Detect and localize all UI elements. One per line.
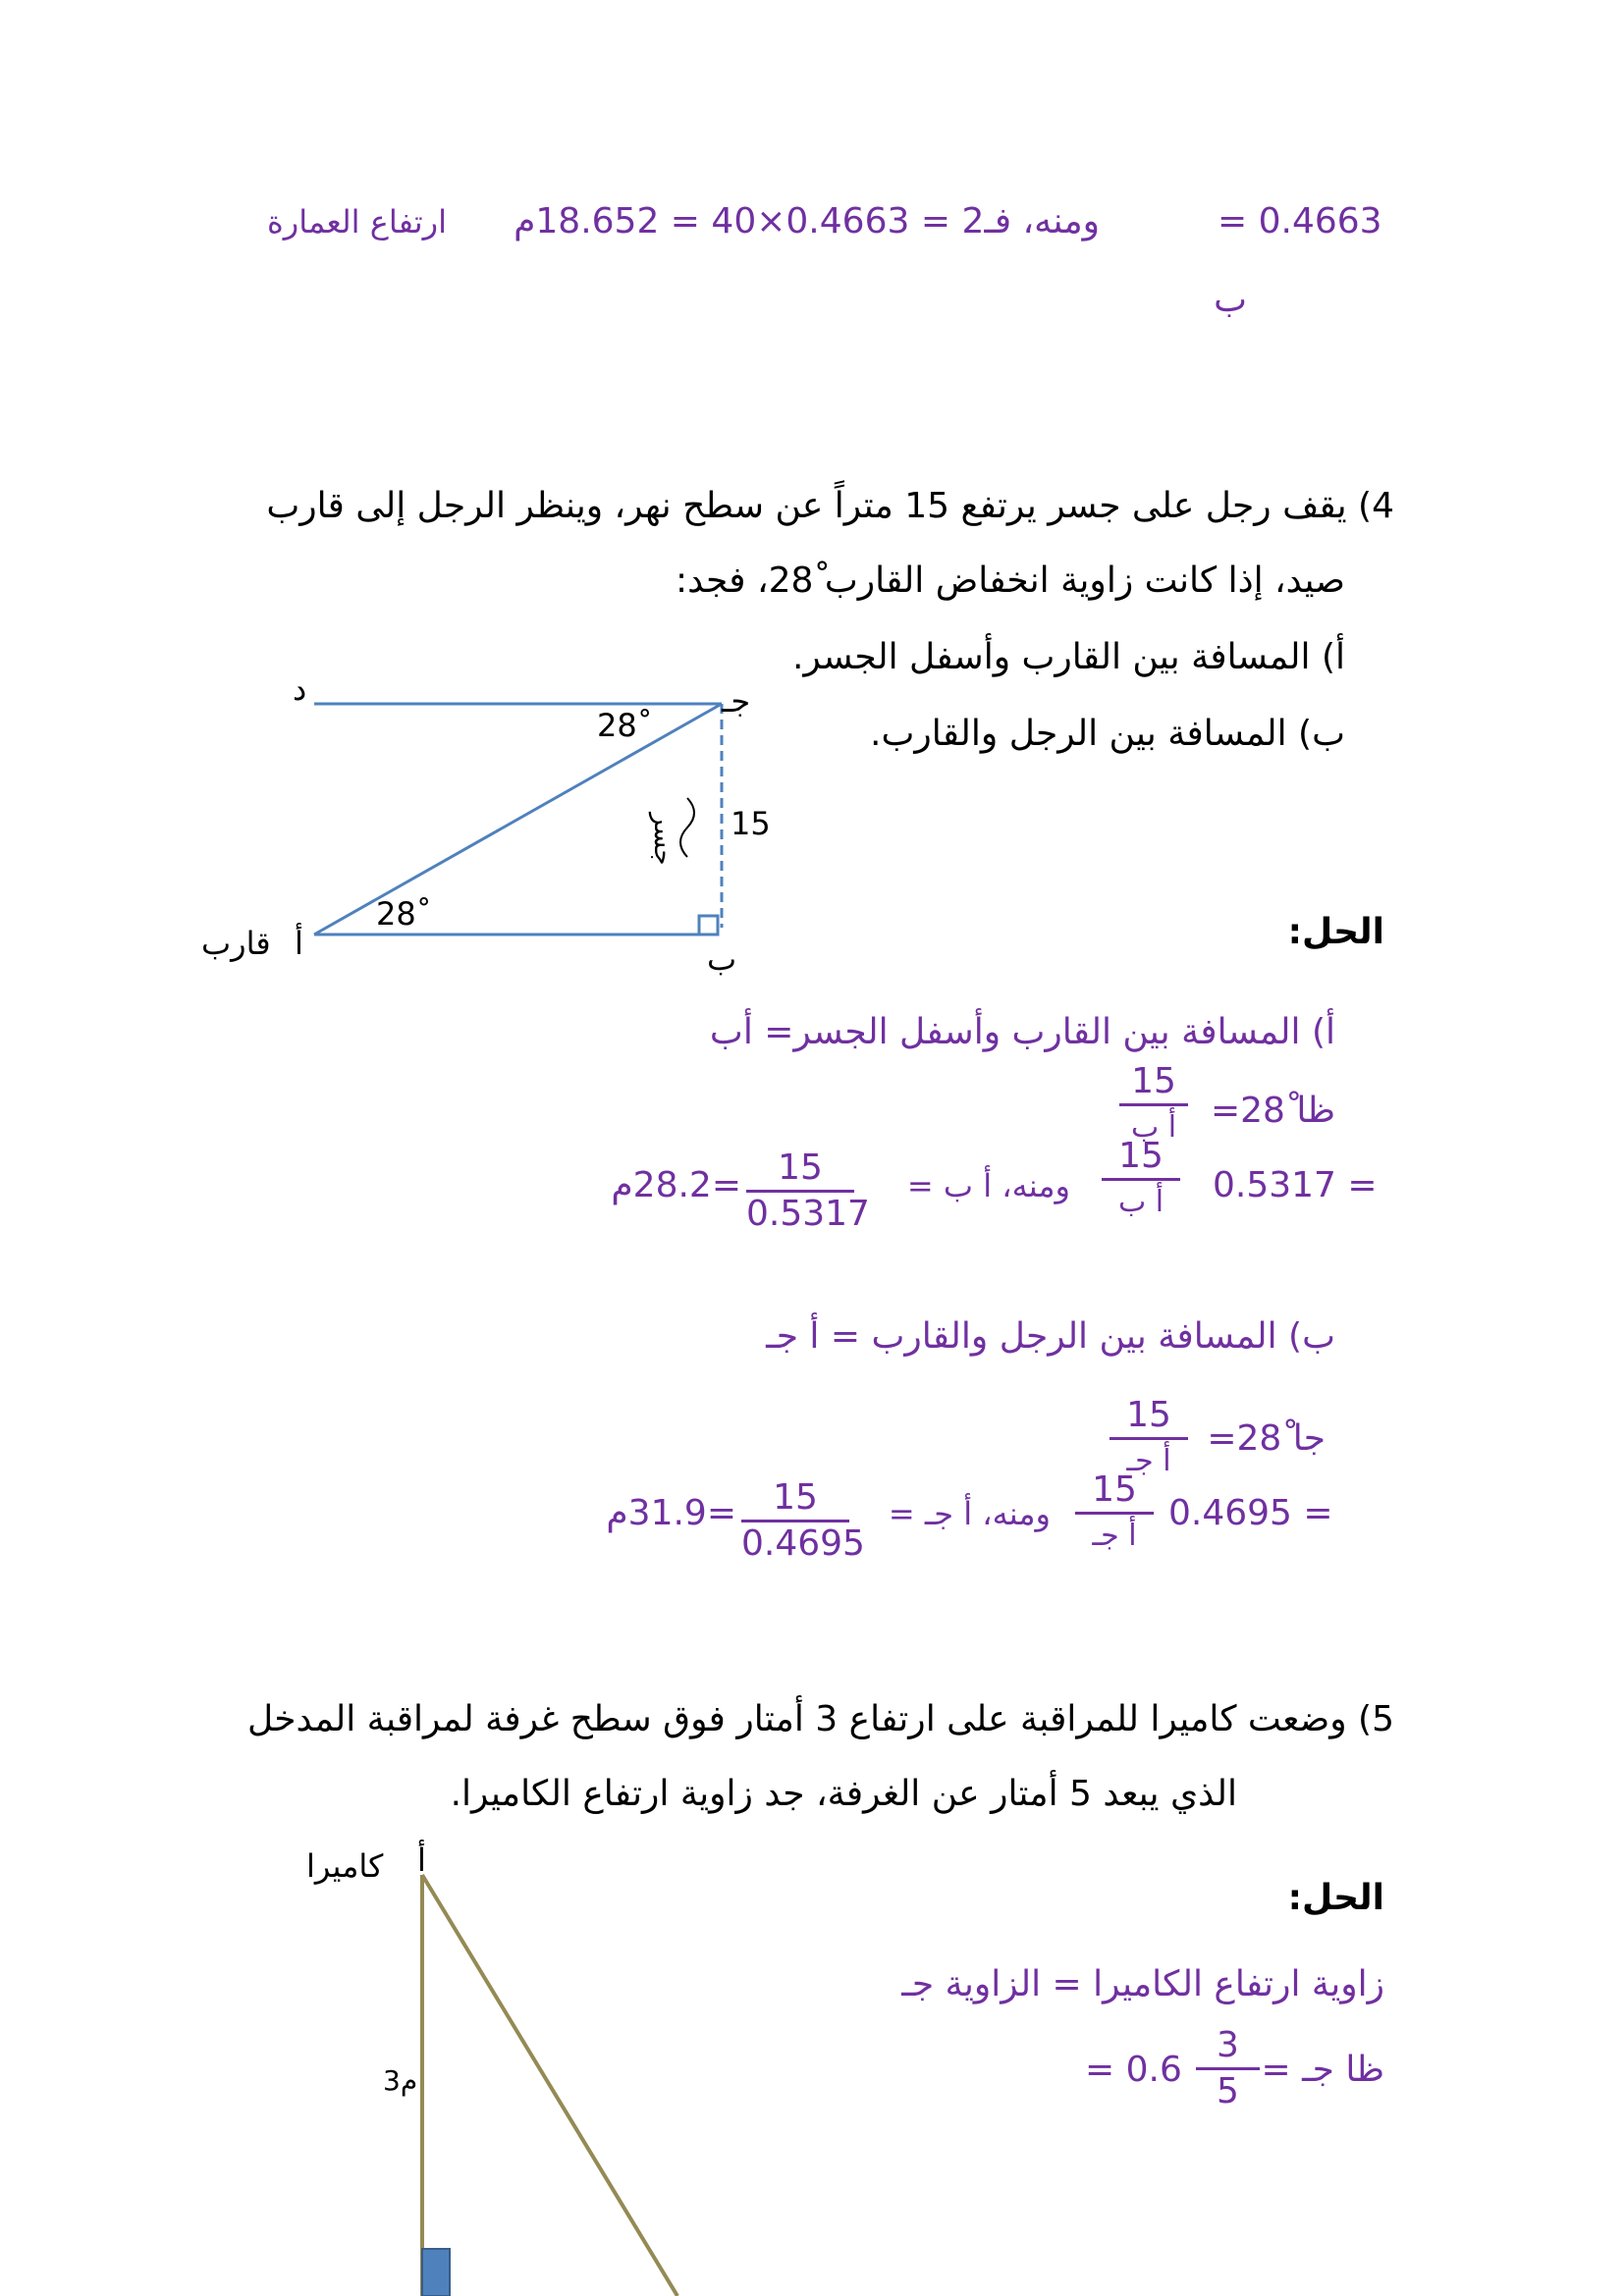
q4-sin-value-num: 15 bbox=[1092, 1469, 1137, 1510]
q4-tan-value: 0.5317 = bbox=[1213, 1165, 1378, 1205]
q5-label-camera: كاميرا bbox=[306, 1847, 384, 1885]
q4-result-den: 0.5317 bbox=[746, 1194, 870, 1234]
q5-tan-den: 5 bbox=[1217, 2071, 1239, 2111]
q4-and-aj: ومنه، أ جـ = bbox=[888, 1495, 1051, 1532]
q4-label-d: د bbox=[293, 670, 307, 708]
top-right-letter: ب bbox=[1214, 280, 1247, 320]
q4-bridge-label: جسر bbox=[648, 813, 677, 866]
q5-angle-def: زاوية ارتفاع الكاميرا = الزاوية جـ bbox=[901, 1964, 1384, 2004]
q4-tan-den: أ ب bbox=[1130, 1110, 1177, 1145]
q5-tan-fraction bbox=[1196, 2026, 1260, 2111]
q4-sol-b-title: ب) المسافة بين الرجل والقارب = أ جـ bbox=[766, 1316, 1335, 1357]
q4-and-ab: ومنه، أ ب = bbox=[906, 1167, 1070, 1204]
q4-part-b: ب) المسافة بين الرجل والقارب. bbox=[870, 714, 1345, 754]
q5-tan-bar bbox=[1196, 2067, 1260, 2070]
q4-part-a: أ) المسافة بين القارب وأسفل الجسر. bbox=[791, 637, 1345, 677]
q5-room-block bbox=[422, 2249, 450, 2296]
q4-angle-top: 28ْ bbox=[597, 707, 637, 744]
top-right-value: = 0.4663 bbox=[1218, 201, 1382, 241]
q5-solution-title: الحل: bbox=[1287, 1878, 1384, 1918]
q5-tan-value: = 0.6 bbox=[1085, 2050, 1182, 2090]
q4-result-b-den: 0.4695 bbox=[741, 1523, 865, 1564]
q4-angle-bottom: 28ْ bbox=[376, 895, 416, 933]
q4-sin-value-den: أ جـ bbox=[1092, 1519, 1137, 1553]
q4-sin-num: 15 bbox=[1126, 1395, 1171, 1435]
q4-tan-left: ظا 28ْ= bbox=[1210, 1091, 1335, 1131]
q4-value-num: 15 bbox=[1118, 1136, 1164, 1176]
top-label: ارتفاع العمارة bbox=[267, 203, 447, 240]
q5-label-a: أ bbox=[417, 1842, 426, 1879]
q4-result-b-num: 15 bbox=[773, 1477, 818, 1518]
q4-line2: صيد، إذا كانت زاوية انخفاض القارب 28ْ، فجد: bbox=[676, 561, 1345, 601]
q5-tan-num: 3 bbox=[1217, 2025, 1239, 2065]
q5-line2: الذي يبعد 5 أمتار عن الغرفة، جد زاوية ارتفاع الكاميرا. bbox=[450, 1774, 1237, 1814]
q4-result-a: =28.2م bbox=[611, 1165, 741, 1205]
q5-line-hypotenuse bbox=[422, 1875, 677, 2296]
q4-label-j: جـ bbox=[722, 682, 751, 720]
q4-height-label: 15 bbox=[731, 805, 771, 842]
q4-solution-title: الحل: bbox=[1287, 912, 1384, 952]
q4-label-a: أ bbox=[295, 925, 303, 962]
q4-line1: 4) يقف رجل على جسر يرتفع 15 متراً عن سطح نهر، وينظر الرجل إلى قارب bbox=[266, 486, 1394, 526]
q5-line1: 5) وضعت كاميرا للمراقبة على ارتفاع 3 أمتار فوق سطح غرفة لمراقبة المدخل bbox=[247, 1699, 1394, 1739]
q4-result-num: 15 bbox=[778, 1148, 823, 1188]
q4-sol-a-title: أ) المسافة بين القارب وأسفل الجسر= أب bbox=[709, 1012, 1335, 1052]
q5-height-label: 3م bbox=[383, 2064, 418, 2097]
q5-tan-left: ظا جـ = bbox=[1261, 2050, 1384, 2090]
q4-sin-value: 0.4695 = bbox=[1168, 1493, 1333, 1533]
q4-label-b: ب bbox=[707, 940, 737, 978]
q4-value-den: أ ب bbox=[1117, 1185, 1164, 1219]
q4-sin-den: أ جـ bbox=[1126, 1444, 1171, 1478]
q4-sin-left: جا 28ْ= bbox=[1207, 1418, 1326, 1459]
q4-result-b: =31.9م bbox=[606, 1493, 736, 1533]
q4-label-boat: قارب bbox=[201, 925, 271, 962]
q4-tan-num: 15 bbox=[1131, 1061, 1176, 1101]
top-formula: ومنه، فـ2 = 0.4663×40 = 18.652م bbox=[514, 201, 1100, 241]
